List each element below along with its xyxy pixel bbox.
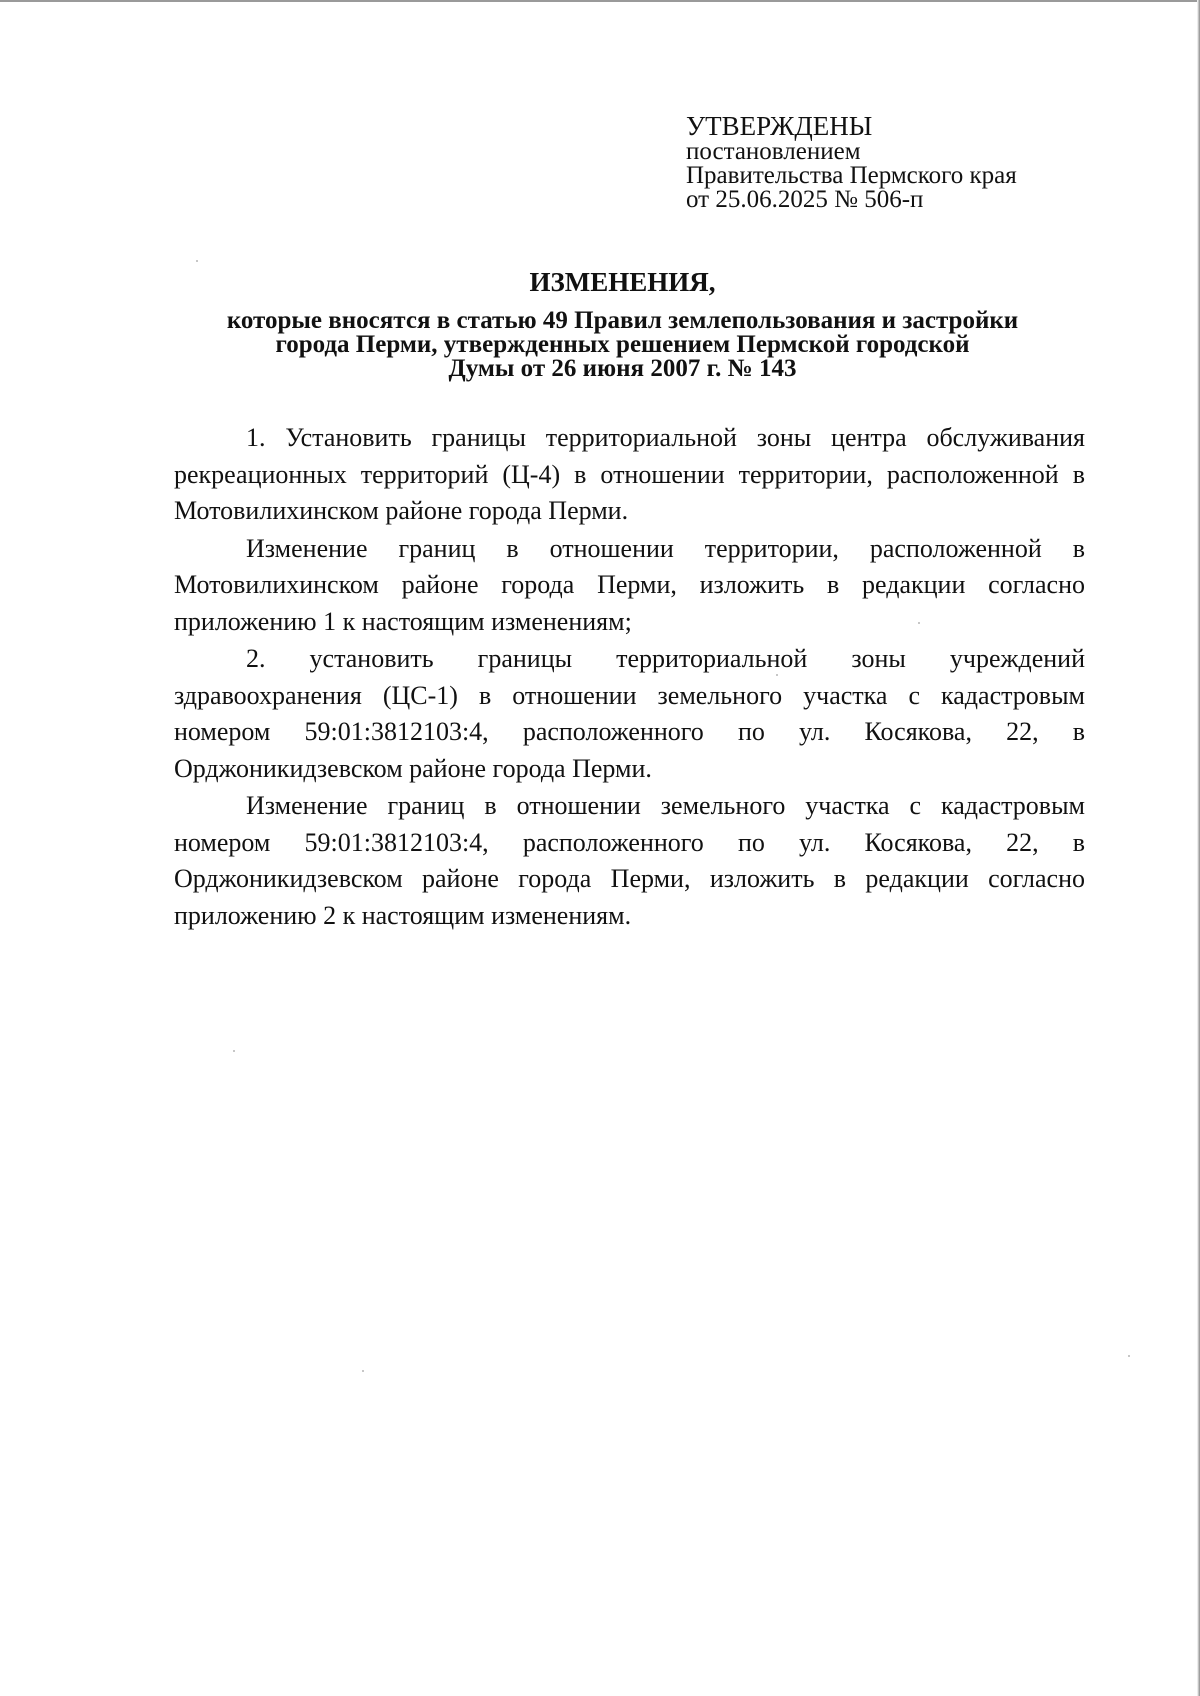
approval-line-government: Правительства Пермского края <box>686 162 1017 189</box>
scan-top-edge <box>0 0 1200 2</box>
scan-speck <box>362 1370 364 1372</box>
approval-line-date-number: от 25.06.2025 № 506-п <box>686 186 924 213</box>
document-subtitle-line-1: которые вносятся в статью 49 Правил землепользования и застройки <box>226 307 1019 334</box>
scan-speck <box>918 622 920 624</box>
paragraph-1: 1. Установить границы территориальной зоны центра обслуживания рекреационных территорий (Ц-4) в отношении территории, расположенной в Мотовилихинском районе города Перми. <box>174 423 1085 525</box>
scan-speck <box>233 1050 235 1052</box>
scan-speck <box>196 260 198 262</box>
document-subtitle-line-2: города Перми, утвержденных решением Пермской городской <box>275 331 970 358</box>
document-title: ИЗМЕНЕНИЯ, <box>529 267 716 297</box>
paragraph-4: Изменение границ в отношении земельного участка с кадастровым номером 59:01:3812103:4, расположенного по ул. Косякова, 22, в Орджоникидзевском районе города Перми, изложить в редакции согласно приложению 2 к настоящим изменениям. <box>174 791 1085 930</box>
paragraph-3: 2. установить границы территориальной зоны учреждений здравоохранения (ЦС-1) в отношении земельного участка с кадастровым номером 59:01:3812103:4, расположенного по ул. Косякова, 22, в Орджоникидзевском районе города Перми. <box>174 644 1085 783</box>
scan-speck <box>1128 1355 1130 1357</box>
document-body <box>174 420 1085 935</box>
approval-line-resolution: постановлением <box>686 138 861 165</box>
approval-stamp-block <box>686 112 1106 212</box>
paragraph-2: Изменение границ в отношении территории, расположенной в Мотовилихинском районе города Перми, изложить в редакции согласно приложению 1 к настоящим изменениям; <box>174 533 1085 636</box>
document-heading <box>160 266 1085 381</box>
approval-line-approved: УТВЕРЖДЕНЫ <box>686 111 873 141</box>
scan-speck <box>776 674 778 676</box>
document-subtitle-line-3: Думы от 26 июня 2007 г. № 143 <box>448 355 797 382</box>
